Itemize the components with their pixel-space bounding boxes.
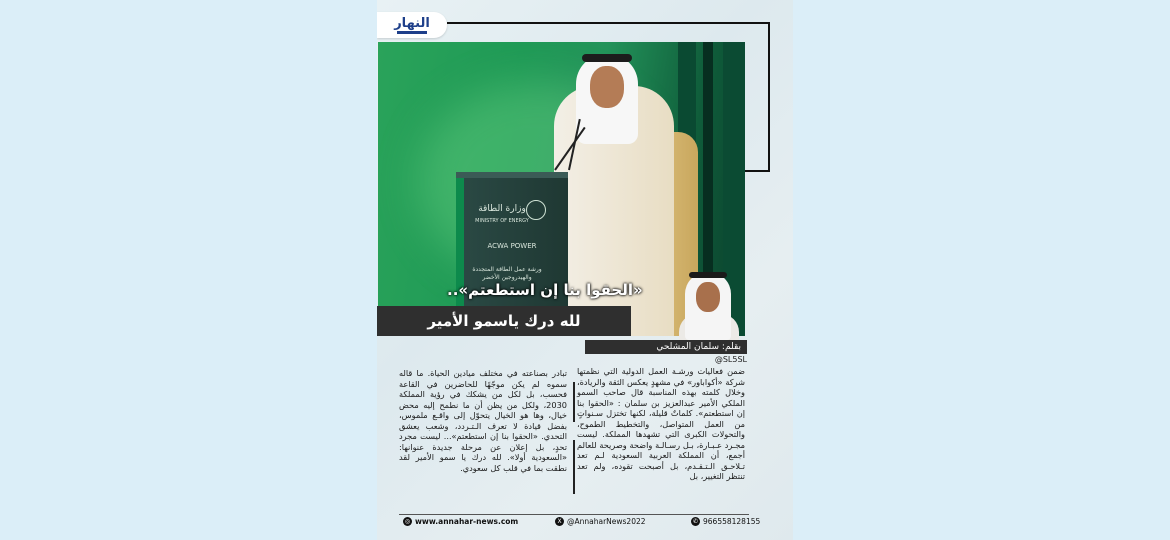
newspaper-logo[interactable]	[377, 12, 447, 38]
column-divider-right	[573, 382, 575, 422]
frame-top-line	[447, 22, 770, 24]
article-column-left: تبادر بصناعته في مختلف ميادين الحياة. ما قاله سموه لم يكن موجّهًا للحاضرين في القاعة فحسب، بل لكل من يشكك في رؤية المملكة 2030، ولكل من يظن أن ما نطمح إليه محض خيال، وها هو الخيال يتحوّل إلى واقـع ملموس، بفضل قيادة لا تعرف الـتـردد، وشعب يعشق التحدي. «الحقوا بنا إن استطعتم»... ليست مجرد تحدٍ، بل إعلان عن مرحلة جديدة عنوانها: «السعودية أولا». لله درك يا سمو الأمير لقد نطقت بما في قلب كل سعودي.	[399, 368, 567, 473]
footer-website[interactable]	[403, 517, 518, 526]
globe-icon: ◎	[404, 518, 411, 525]
frame-right-line	[768, 22, 770, 172]
footer-whatsapp-text: 966558128155	[703, 517, 761, 526]
podium-event: ورشة عمل الطاقة المتجددة والهيدروجين الأخضر	[472, 266, 542, 281]
newspaper-page	[377, 0, 793, 540]
logo-underline	[397, 31, 427, 34]
podium-subtitle: MINISTRY OF ENERGY	[475, 218, 529, 224]
article-column-right: ضمن فعاليات ورشـة العمل الدولية التي نظمتها شركة «أكواباور» في مشهدٍ يعكس الثقة والريادة، وخلال كلمته بهذه المناسبة قال صاحب السمو الملكي الأمير عبدالعزيز بن سلمان : «الحقوا بنا إن استطعتم». كلماتٌ قليلة، لكنها تختزل سـنواتٍ من العمل المتواصل، والتخطيط الطموح، والتحولات الكبرى التي تشهدها المملكة. ليست مجـرد عـبـارة، بـل رسـالـة واضحة وصريحة للعالم أجمع، أن المملكة العربية السعودية لـم تعد تـلاحـق الـتـقـدم، بل أصبحت تقوده، ولم تعد تنتظر التغيير، بل	[577, 366, 745, 482]
author-handle[interactable]: @SL5SL	[714, 355, 747, 364]
headline-quote: «الحقوا بنا إن استطعتم»..	[447, 281, 643, 299]
whatsapp-icon: ✆	[692, 518, 699, 525]
podium-title: وزارة الطاقة	[478, 204, 526, 214]
author-portrait	[677, 270, 741, 340]
headline-main: لله درك ياسمو الأمير	[427, 312, 581, 330]
x-twitter-icon: X	[555, 517, 564, 526]
podium-brand: ACWA POWER	[487, 242, 537, 250]
column-divider-left	[573, 440, 575, 494]
footer-whatsapp[interactable]	[691, 517, 760, 526]
speaker-agal	[582, 54, 632, 62]
speaker-face	[590, 66, 624, 108]
footer-divider	[399, 514, 749, 515]
footer-twitter-text: @AnnaharNews2022	[567, 517, 646, 526]
headline-main-box	[377, 306, 631, 336]
frame-bottom-line	[745, 170, 770, 172]
footer-website-text: www.annahar-news.com	[415, 517, 519, 526]
logo-text: النهار	[394, 15, 430, 31]
author-byline: بقلم: سلمان المشلحي	[585, 340, 747, 354]
footer-twitter[interactable]	[555, 517, 646, 526]
